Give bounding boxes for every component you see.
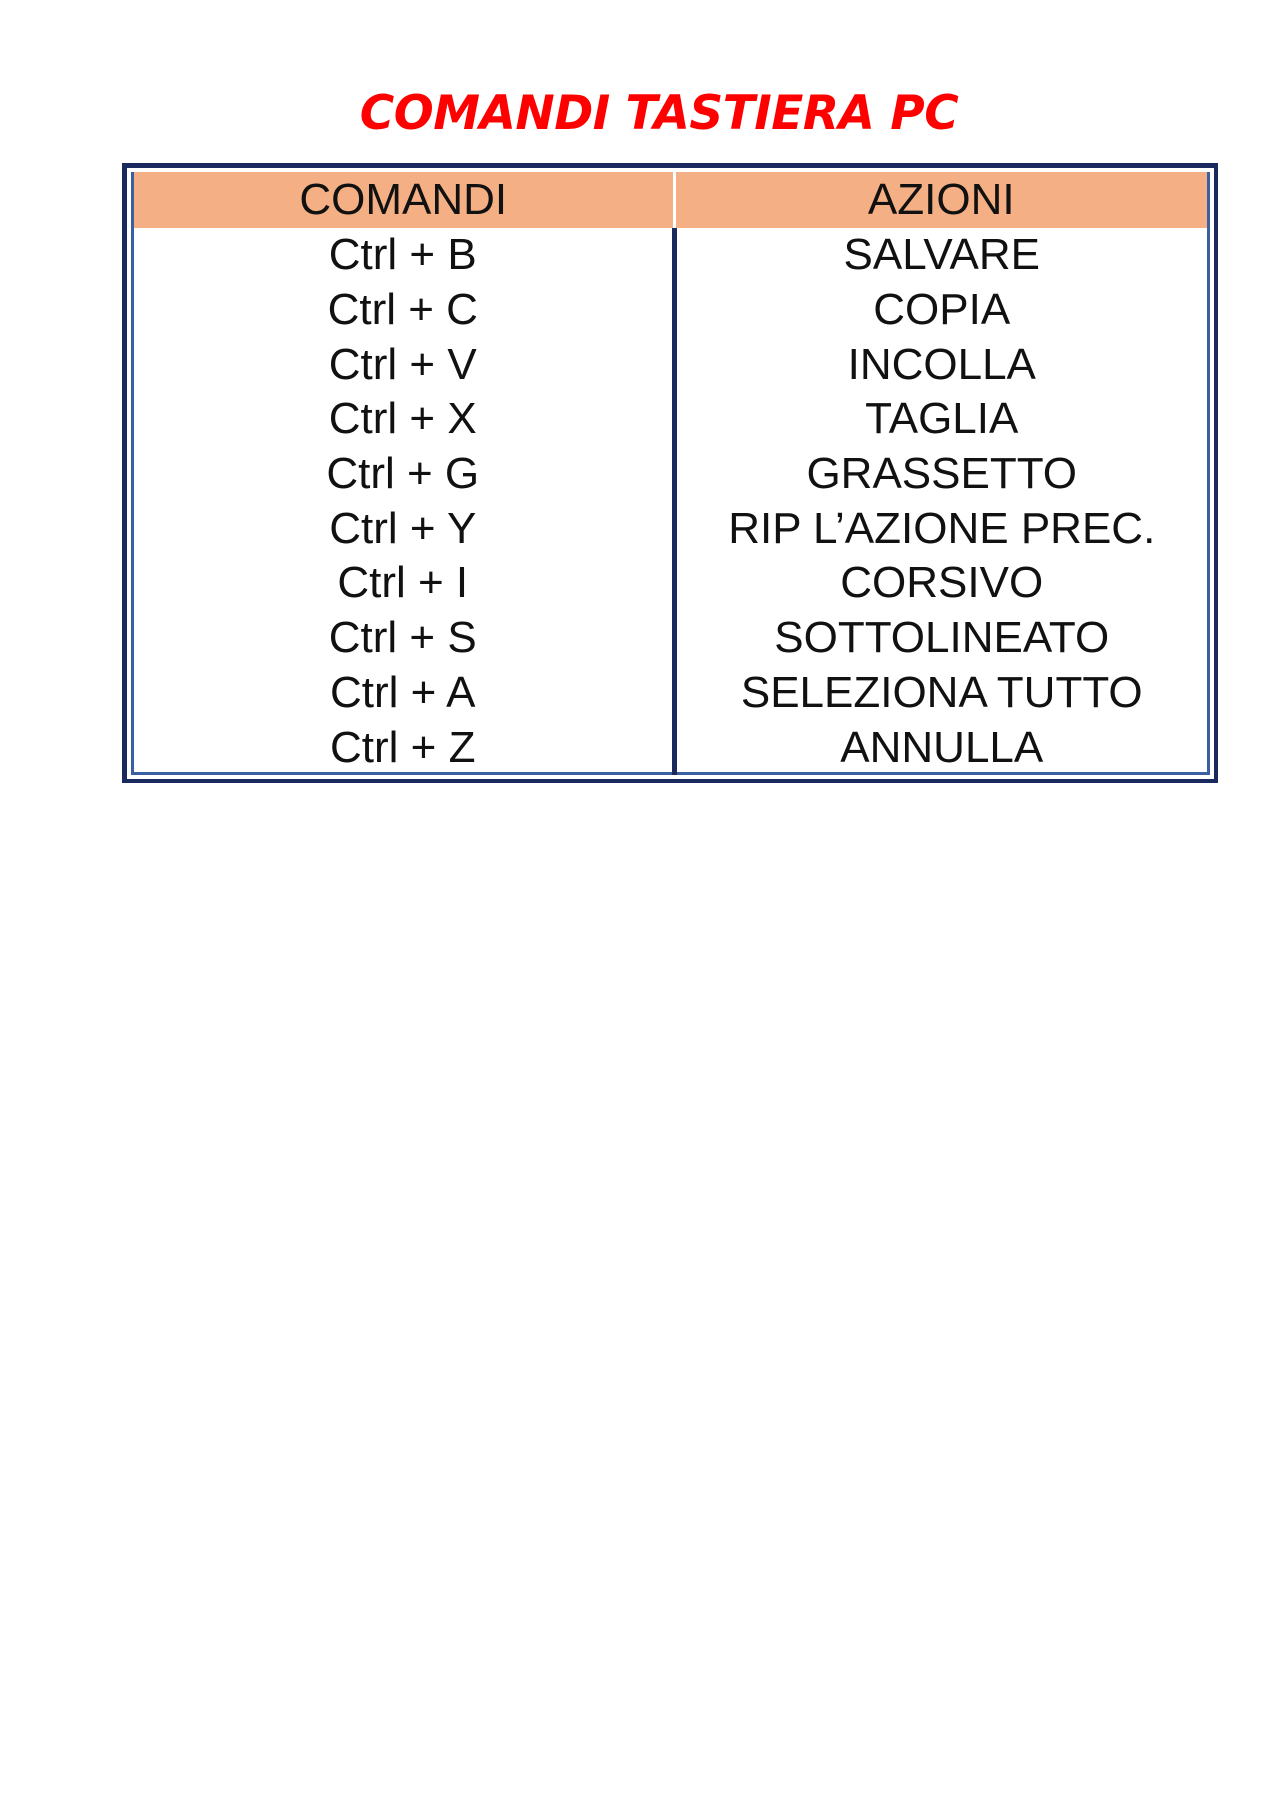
command-cell: Ctrl + B xyxy=(134,228,674,283)
table-row xyxy=(134,228,1207,283)
table-row xyxy=(134,283,1207,338)
action-cell: RIP L’AZIONE PREC. xyxy=(728,503,1156,553)
table-row xyxy=(134,720,1207,775)
table-header-row xyxy=(134,172,1207,228)
table-row xyxy=(134,337,1207,392)
command-cell: Ctrl + V xyxy=(134,337,674,392)
command-cell: Ctrl + Y xyxy=(134,501,674,556)
action-cell: TAGLIA xyxy=(865,394,1019,444)
shortcuts-table-frame xyxy=(122,163,1218,783)
shortcuts-table-inner-border xyxy=(131,172,1210,775)
header-commands: COMANDI xyxy=(134,172,674,228)
action-cell: SALVARE xyxy=(843,230,1040,280)
action-cell: COPIA xyxy=(873,285,1011,335)
table-row xyxy=(134,501,1207,556)
action-cell: ANNULLA xyxy=(840,722,1044,772)
command-cell: Ctrl + G xyxy=(134,447,674,502)
action-cell: SELEZIONA TUTTO xyxy=(740,667,1143,717)
table-row xyxy=(134,611,1207,666)
header-actions: AZIONI xyxy=(674,172,1207,228)
action-cell: SOTTOLINEATO xyxy=(774,613,1110,663)
title-container xyxy=(122,84,1216,144)
command-cell: Ctrl + I xyxy=(134,556,674,611)
command-cell: Ctrl + X xyxy=(134,392,674,447)
shortcuts-table xyxy=(134,172,1207,775)
action-cell: GRASSETTO xyxy=(806,449,1078,499)
page-title: COMANDI TASTIERA PC xyxy=(359,86,959,141)
action-cell: CORSIVO xyxy=(840,558,1044,608)
table-row xyxy=(134,447,1207,502)
command-cell: Ctrl + S xyxy=(134,611,674,666)
command-cell: Ctrl + Z xyxy=(134,720,674,775)
command-cell: Ctrl + C xyxy=(134,283,674,338)
command-cell: Ctrl + A xyxy=(134,666,674,721)
table-row xyxy=(134,556,1207,611)
table-row xyxy=(134,392,1207,447)
action-cell: INCOLLA xyxy=(847,339,1036,389)
table-row xyxy=(134,666,1207,721)
